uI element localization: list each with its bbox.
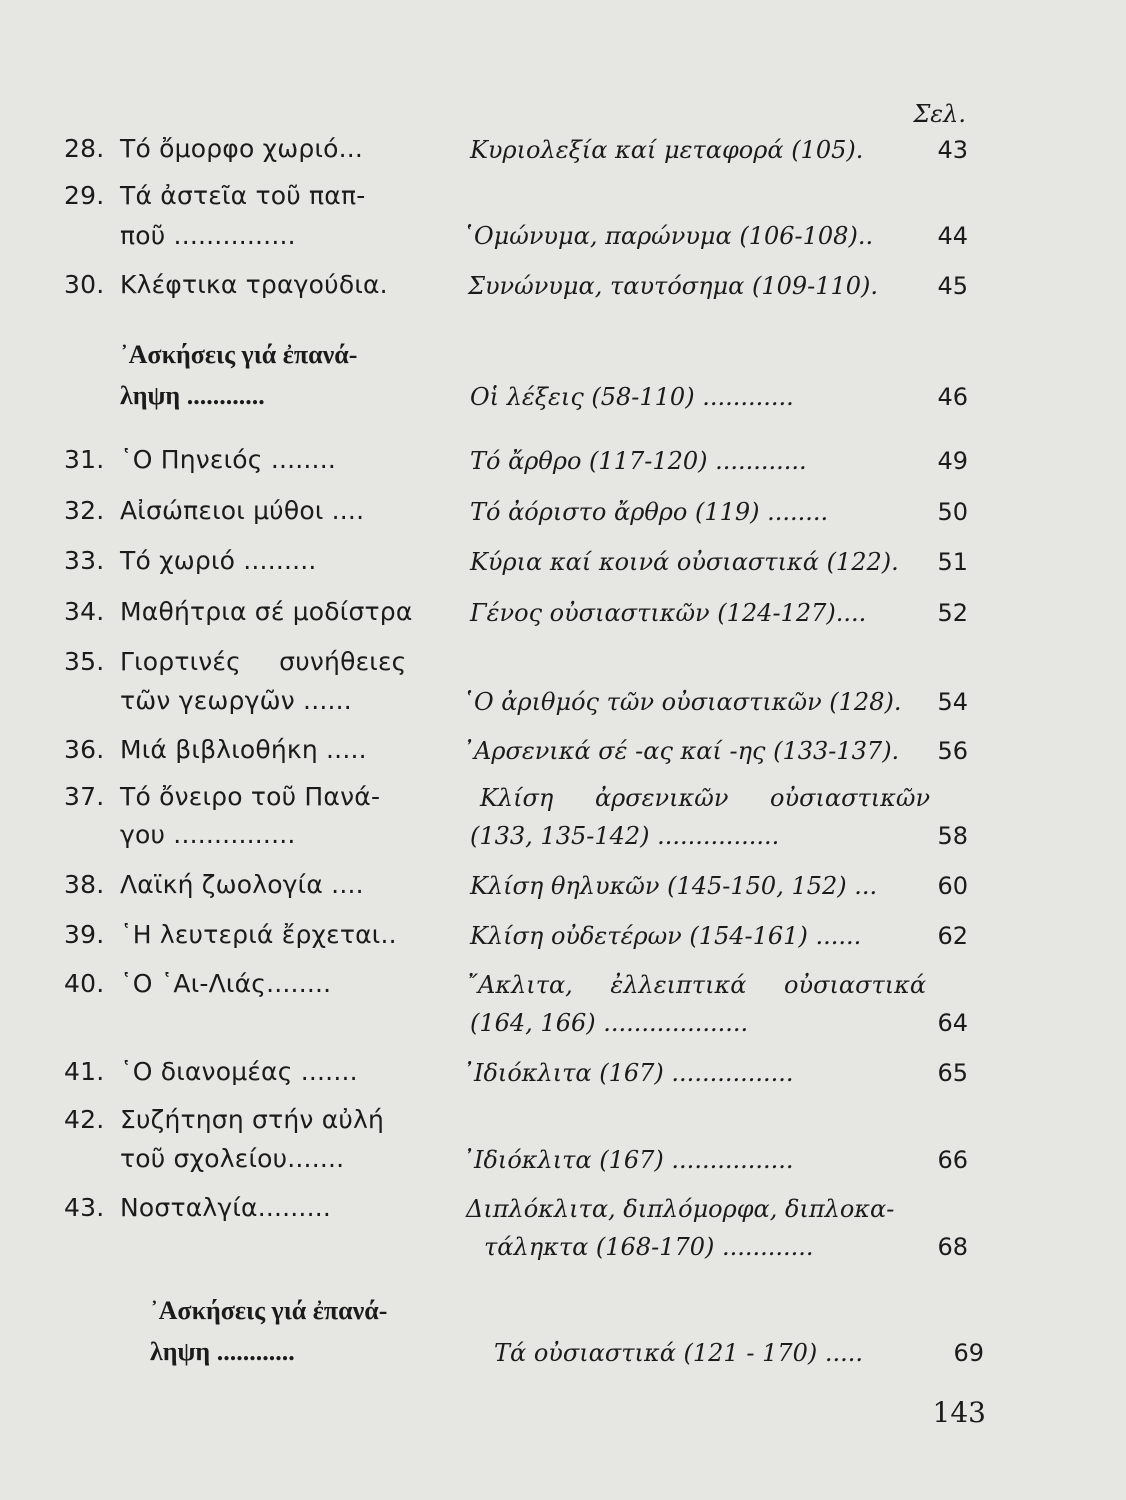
entry-topic: Τά οὐσιαστικά (121 - 170) ..... [494,1339,864,1367]
entry-number: 36. [64,735,105,764]
entry-page: 44 [937,222,968,250]
entry-title: Λαϊκή ζωολογία .... [120,870,364,899]
entry-page: 69 [953,1339,984,1367]
entry-title: ῾Η λευτεριά ἔρχεται.. [120,920,397,949]
entry-title: Συζήτηση στήν αὐλή [120,1105,385,1134]
entry-title: Κλέφτικα τραγούδια. [120,270,388,299]
entry-page: 45 [937,272,968,300]
entry-page: 52 [937,599,968,627]
entry-page: 46 [937,383,968,411]
entry-number: 30. [64,270,105,299]
entry-number: 38. [64,870,105,899]
entry-topic: Γένος οὐσιαστικῶν (124-127).... [470,599,867,627]
entry-number: 34. [64,597,105,626]
entry-topic: ῾Ο ἀριθμός τῶν οὐσιαστικῶν (128). [462,688,902,716]
entry-number: 33. [64,546,105,575]
entry-topic: Οἱ λέξεις (58-110) ............ [470,383,794,411]
entry-number: 42. [64,1105,105,1134]
entry-page: 64 [937,1009,968,1037]
entry-page: 54 [937,688,968,716]
entry-page: 56 [937,737,968,765]
review-title: ᾿Ασκήσεις γιά ἐπανά- [120,340,358,369]
review-title: ᾿Ασκήσεις γιά ἐπανά- [150,1296,388,1325]
entry-page: 60 [937,872,968,900]
entry-title: Τό ὄνειρο τοῦ Πανά- [120,782,381,811]
entry-topic: Κλίση ἀρσενικῶν οὐσιαστικῶν [480,784,931,812]
entry-topic: Τό ἀόριστο ἄρθρο (119) ........ [470,498,829,526]
entry-topic: τάληκτα (168-170) ............ [484,1233,814,1261]
entry-number: 32. [64,496,105,525]
entry-title: ῾Ο ῾Αι-Λιάς........ [120,969,332,998]
entry-title: ῾Ο Πηνειός ........ [120,445,336,474]
entry-page: 50 [937,498,968,526]
entry-title: τοῦ σχολείου....... [120,1144,345,1173]
entry-title: ποῦ ............... [120,221,296,250]
entry-page: 65 [937,1059,968,1087]
review-title: ληψη ............ [120,381,265,410]
entry-page: 66 [937,1146,968,1174]
entry-topic: Κλίση θηλυκῶν (145-150, 152) ... [470,872,878,900]
entry-page: 43 [937,136,968,164]
entry-topic: Κλίση οὐδετέρων (154-161) ...... [470,922,862,950]
entry-number: 35. [64,647,105,676]
entry-number: 29. [64,181,105,210]
entry-page: 68 [937,1233,968,1261]
entry-title: Γιορτινές συνήθειες [120,647,407,676]
entry-page: 49 [937,447,968,475]
entry-topic: ᾿Αρσενικά σέ -ας καί -ης (133-137). [462,737,900,765]
entry-title: Μιά βιβλιοθήκη ..... [120,735,367,764]
entry-title: Μαθήτρια σέ μοδίστρα [120,597,413,626]
entry-topic: ᾿Ιδιόκλιτα (167) ................ [462,1059,794,1087]
entry-number: 37. [64,782,105,811]
entry-topic: (133, 135-142) ................ [470,822,780,850]
entry-topic: Κυριολεξία καί μεταφορά (105). [470,136,864,164]
entry-topic: Συνώνυμα, ταυτόσημα (109-110). [468,272,879,300]
entry-number: 28. [64,134,105,163]
entry-title: γου ............... [120,820,296,849]
entry-number: 43. [64,1193,105,1222]
entry-number: 41. [64,1057,105,1086]
page-column-header: Σελ. [913,100,966,128]
entry-page: 62 [937,922,968,950]
entry-page: 58 [937,822,968,850]
entry-title: ῾Ο διανομέας ....... [120,1057,358,1086]
entry-title: Νοσταλγία......... [120,1193,332,1222]
page-number: 143 [932,1396,986,1429]
entry-topic: Διπλόκλιτα, διπλόμορφα, διπλοκα- [466,1195,895,1223]
entry-number: 40. [64,969,105,998]
entry-title: Αἰσώπειοι μύθοι .... [120,496,365,525]
entry-topic: Τό ἄρθρο (117-120) ............ [470,447,807,475]
entry-topic: Κύρια καί κοινά οὐσιαστικά (122). [470,548,899,576]
entry-title: Τά ἀστεῖα τοῦ παπ- [120,181,366,210]
entry-page: 51 [937,548,968,576]
entry-number: 31. [64,445,105,474]
entry-topic: ῾Ομώνυμα, παρώνυμα (106-108).. [462,222,874,250]
entry-title: τῶν γεωργῶν ...... [120,686,352,715]
entry-number: 39. [64,920,105,949]
review-title: ληψη ............ [150,1337,295,1366]
entry-topic: ῎Ακλιτα, ἐλλειπτικά οὐσιαστικά [466,971,927,999]
entry-topic: (164, 166) ................... [470,1009,749,1037]
entry-topic: ᾿Ιδιόκλιτα (167) ................ [462,1146,794,1174]
entry-title: Τό χωριό ......... [120,546,317,575]
entry-title: Τό ὄμορφο χωριό... [120,134,364,163]
